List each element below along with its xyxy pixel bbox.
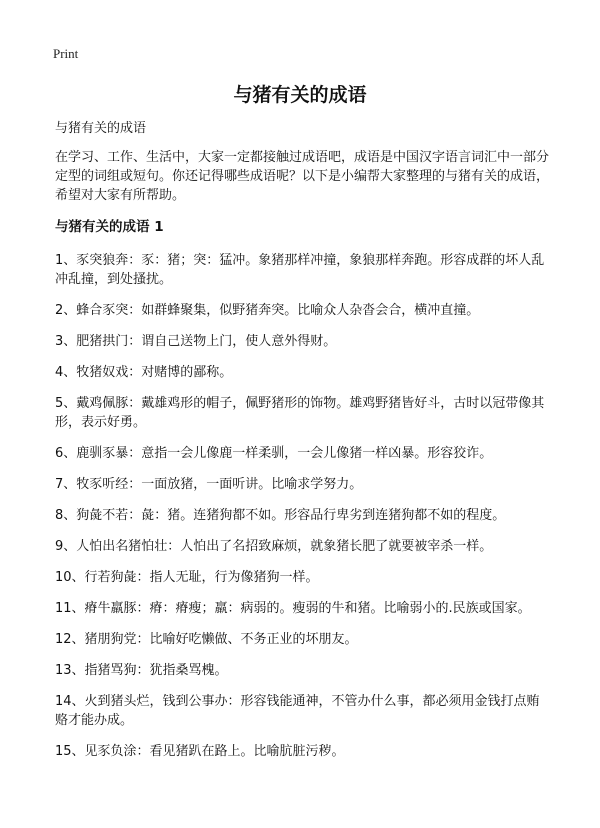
list-item: 2、蜂合豕突：如群蜂聚集，似野猪奔突。比喻众人杂沓会合，横冲直撞。 — [55, 303, 480, 318]
list-item: 6、鹿驯豕暴：意指一会儿像鹿一样柔驯，一会儿像猪一样凶暴。形容狡诈。 — [55, 446, 493, 461]
list-item: 14、火到猪头烂，钱到公事办：形容钱能通神，不管办什么事，都必须用金钱打点贿赂才能办成。 — [55, 694, 540, 728]
list-item: 7、牧豕听经：一面放猪，一面听讲。比喻求学努力。 — [55, 477, 363, 492]
intro-paragraph: 在学习、工作、生活中，大家一定都接触过成语吧，成语是中国汉字语言词汇中一部分定型的词组或短句。你还记得哪些成语呢？以下是小编帮大家整理的与猪有关的成语，希望对大家有所帮助。 — [55, 150, 550, 203]
list-item: 5、戴鸡佩豚：戴雄鸡形的帽子，佩野猪形的饰物。雄鸡野猪皆好斗，古时以冠带像其形，表示好勇。 — [55, 396, 545, 430]
list-item: 11、瘠牛羸豚：瘠：瘠瘦；羸：病弱的。瘦弱的牛和猪。比喻弱小的.民族或国家。 — [55, 601, 531, 616]
print-label: Print — [53, 46, 79, 61]
section-heading: 与猪有关的成语 1 — [55, 219, 164, 235]
list-item: 8、狗彘不若：彘：猪。连猪狗都不如。形容品行卑劣到连猪狗都不如的程度。 — [55, 508, 506, 523]
list-item: 15、见豕负涂：看见猪趴在路上。比喻肮脏污秽。 — [55, 744, 345, 759]
list-item: 13、指猪骂狗：犹指桑骂槐。 — [55, 663, 228, 678]
page-title: 与猪有关的成语 — [233, 84, 367, 106]
article-subtitle: 与猪有关的成语 — [55, 121, 147, 136]
list-item: 3、肥猪拱门：谓自己送物上门，使人意外得财。 — [55, 334, 337, 349]
list-item: 4、牧猪奴戏：对赌博的鄙称。 — [55, 365, 233, 380]
article-body — [55, 119, 550, 773]
list-item: 1、豕突狼奔：豕：猪；突：猛冲。象猪那样冲撞，象狼那样奔跑。形容成群的坏人乱冲乱撞，到处搔扰。 — [55, 253, 545, 287]
list-item: 12、猪朋狗党：比喻好吃懒做、不务正业的坏朋友。 — [55, 632, 358, 647]
list-item: 9、人怕出名猪怕壮：人怕出了名招致麻烦，就象猪长肥了就要被宰杀一样。 — [55, 539, 493, 554]
list-item: 10、行若狗彘：指人无耻，行为像猪狗一样。 — [55, 570, 319, 585]
